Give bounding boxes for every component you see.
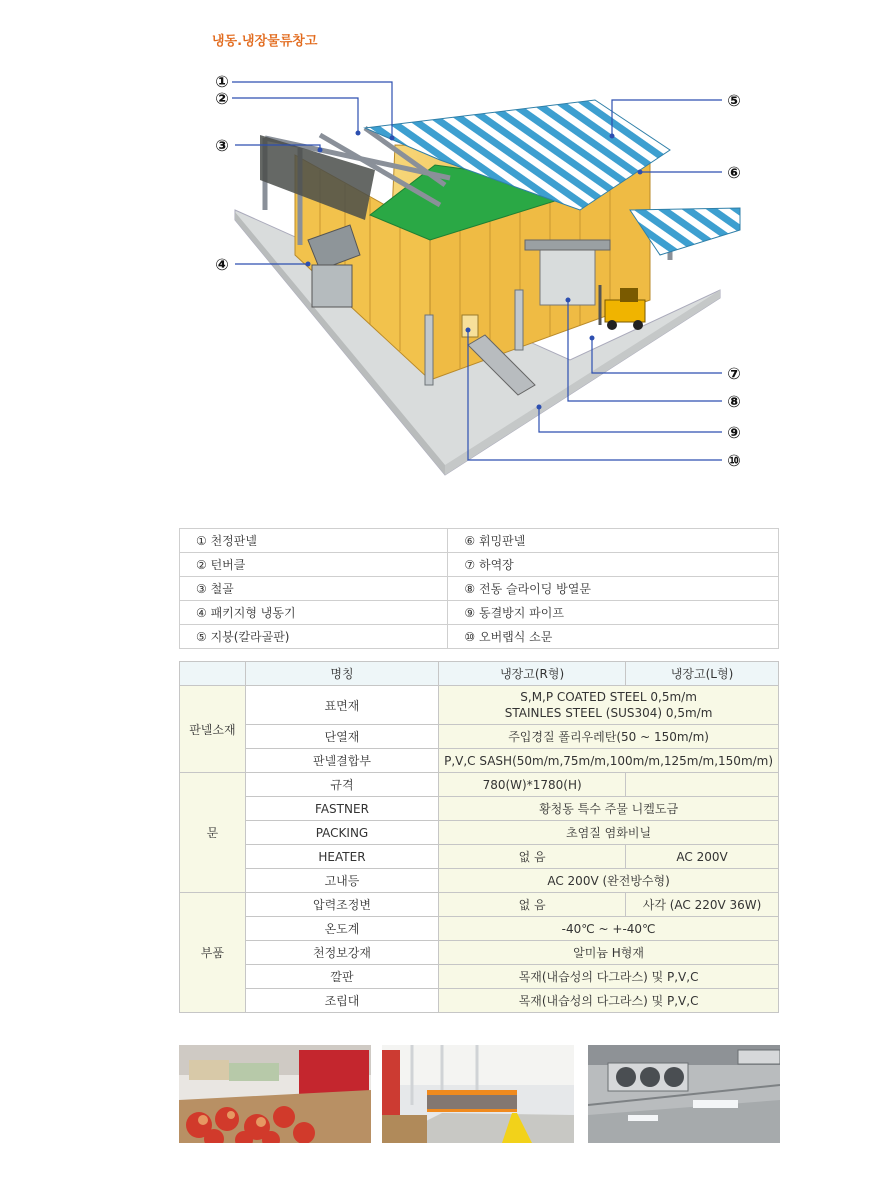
callout-10: ⑩ <box>727 451 741 470</box>
legend-row <box>180 601 779 625</box>
row-value-r: 없 음 <box>439 893 626 917</box>
legend-row <box>180 529 779 553</box>
legend-item: ⑧ 전동 슬라이딩 방열문 <box>448 577 779 601</box>
warehouse-diagram <box>200 60 760 480</box>
group-panel: 판넬소재 <box>180 686 246 773</box>
table-row <box>180 749 779 773</box>
row-name: 고내등 <box>245 869 438 893</box>
callout-7: ⑦ <box>727 364 741 383</box>
row-name: 천정보강재 <box>245 941 438 965</box>
callout-9: ⑨ <box>727 423 741 442</box>
table-row <box>180 989 779 1013</box>
legend-item: ⑩ 오버랩식 소문 <box>448 625 779 649</box>
photo-cooler <box>588 1045 780 1143</box>
page-title: 냉동.냉장물류창고 <box>212 34 318 49</box>
row-value-r: 없 음 <box>439 845 626 869</box>
row-value: AC 200V (완전방수형) <box>439 869 779 893</box>
legend-row <box>180 553 779 577</box>
row-name: PACKING <box>245 821 438 845</box>
small-door <box>462 315 478 337</box>
table-row <box>180 941 779 965</box>
row-value: -40℃ ~ +-40℃ <box>439 917 779 941</box>
legend-item: ① 천정판넬 <box>180 529 448 553</box>
table-row <box>180 917 779 941</box>
row-name: 압력조정변 <box>245 893 438 917</box>
spec-header-l: 냉장고(L형) <box>626 662 779 686</box>
table-row <box>180 725 779 749</box>
photo-warehouse <box>382 1045 574 1143</box>
table-row <box>180 965 779 989</box>
callout-4: ④ <box>215 255 229 274</box>
legend-item: ⑥ 휘밍판넬 <box>448 529 779 553</box>
legend-row <box>180 625 779 649</box>
callout-6: ⑥ <box>727 163 741 182</box>
spec-header-name: 명칭 <box>245 662 438 686</box>
table-row <box>180 821 779 845</box>
table-row <box>180 893 779 917</box>
row-value-line: S,M,P COATED STEEL 0,5m/m <box>520 690 697 704</box>
legend-item: ⑨ 동결방지 파이프 <box>448 601 779 625</box>
row-value: 목재(내습성의 다그라스) 및 P,V,C <box>439 989 779 1013</box>
row-value: 목재(내습성의 다그라스) 및 P,V,C <box>439 965 779 989</box>
row-name: HEATER <box>245 845 438 869</box>
legend-item: ⑦ 하역장 <box>448 553 779 577</box>
legend-row <box>180 577 779 601</box>
table-row <box>180 797 779 821</box>
row-name: 온도계 <box>245 917 438 941</box>
spec-header-empty <box>180 662 246 686</box>
legend-table <box>179 528 779 649</box>
legend-item: ③ 철골 <box>180 577 448 601</box>
group-door: 문 <box>180 773 246 893</box>
row-name: 깔판 <box>245 965 438 989</box>
row-name: 단열재 <box>245 725 438 749</box>
sliding-door <box>540 250 595 305</box>
group-parts: 부품 <box>180 893 246 1013</box>
callout-2: ② <box>215 89 229 108</box>
row-name: 규격 <box>245 773 438 797</box>
callout-1: ① <box>215 72 229 91</box>
spec-header-r: 냉장고(R형) <box>439 662 626 686</box>
legend-item: ② 턴버클 <box>180 553 448 577</box>
row-value-l <box>626 773 779 797</box>
row-value: 초염질 염화비닐 <box>439 821 779 845</box>
row-name: 조립대 <box>245 989 438 1013</box>
row-name: FASTNER <box>245 797 438 821</box>
legend-item: ④ 패키지형 냉동기 <box>180 601 448 625</box>
row-value-r: 780(W)*1780(H) <box>439 773 626 797</box>
row-value: 주입경질 폴리우레탄(50 ~ 150m/m) <box>439 725 779 749</box>
legend-item: ⑤ 지붕(칼라골판) <box>180 625 448 649</box>
spec-table <box>179 661 779 1013</box>
row-value-l: AC 200V <box>626 845 779 869</box>
spec-header-row <box>180 662 779 686</box>
table-row <box>180 845 779 869</box>
package-refrigerator <box>308 225 360 307</box>
callout-8: ⑧ <box>727 392 741 411</box>
row-name: 판넬결합부 <box>245 749 438 773</box>
photo-apples <box>179 1045 371 1143</box>
row-value: 황청동 특수 주물 니켈도금 <box>439 797 779 821</box>
row-value: 알미늄 H형재 <box>439 941 779 965</box>
row-value: P,V,C SASH(50m/m,75m/m,100m/m,125m/m,150m/m) <box>439 749 779 773</box>
table-row <box>180 686 779 725</box>
row-value-l: 사각 (AC 220V 36W) <box>626 893 779 917</box>
row-value-line: STAINLES STEEL (SUS304) 0,5m/m <box>504 706 713 720</box>
callout-3: ③ <box>215 136 229 155</box>
table-row <box>180 869 779 893</box>
row-name: 표면재 <box>245 686 438 725</box>
table-row <box>180 773 779 797</box>
row-value <box>439 686 779 725</box>
callout-5: ⑤ <box>727 91 741 110</box>
